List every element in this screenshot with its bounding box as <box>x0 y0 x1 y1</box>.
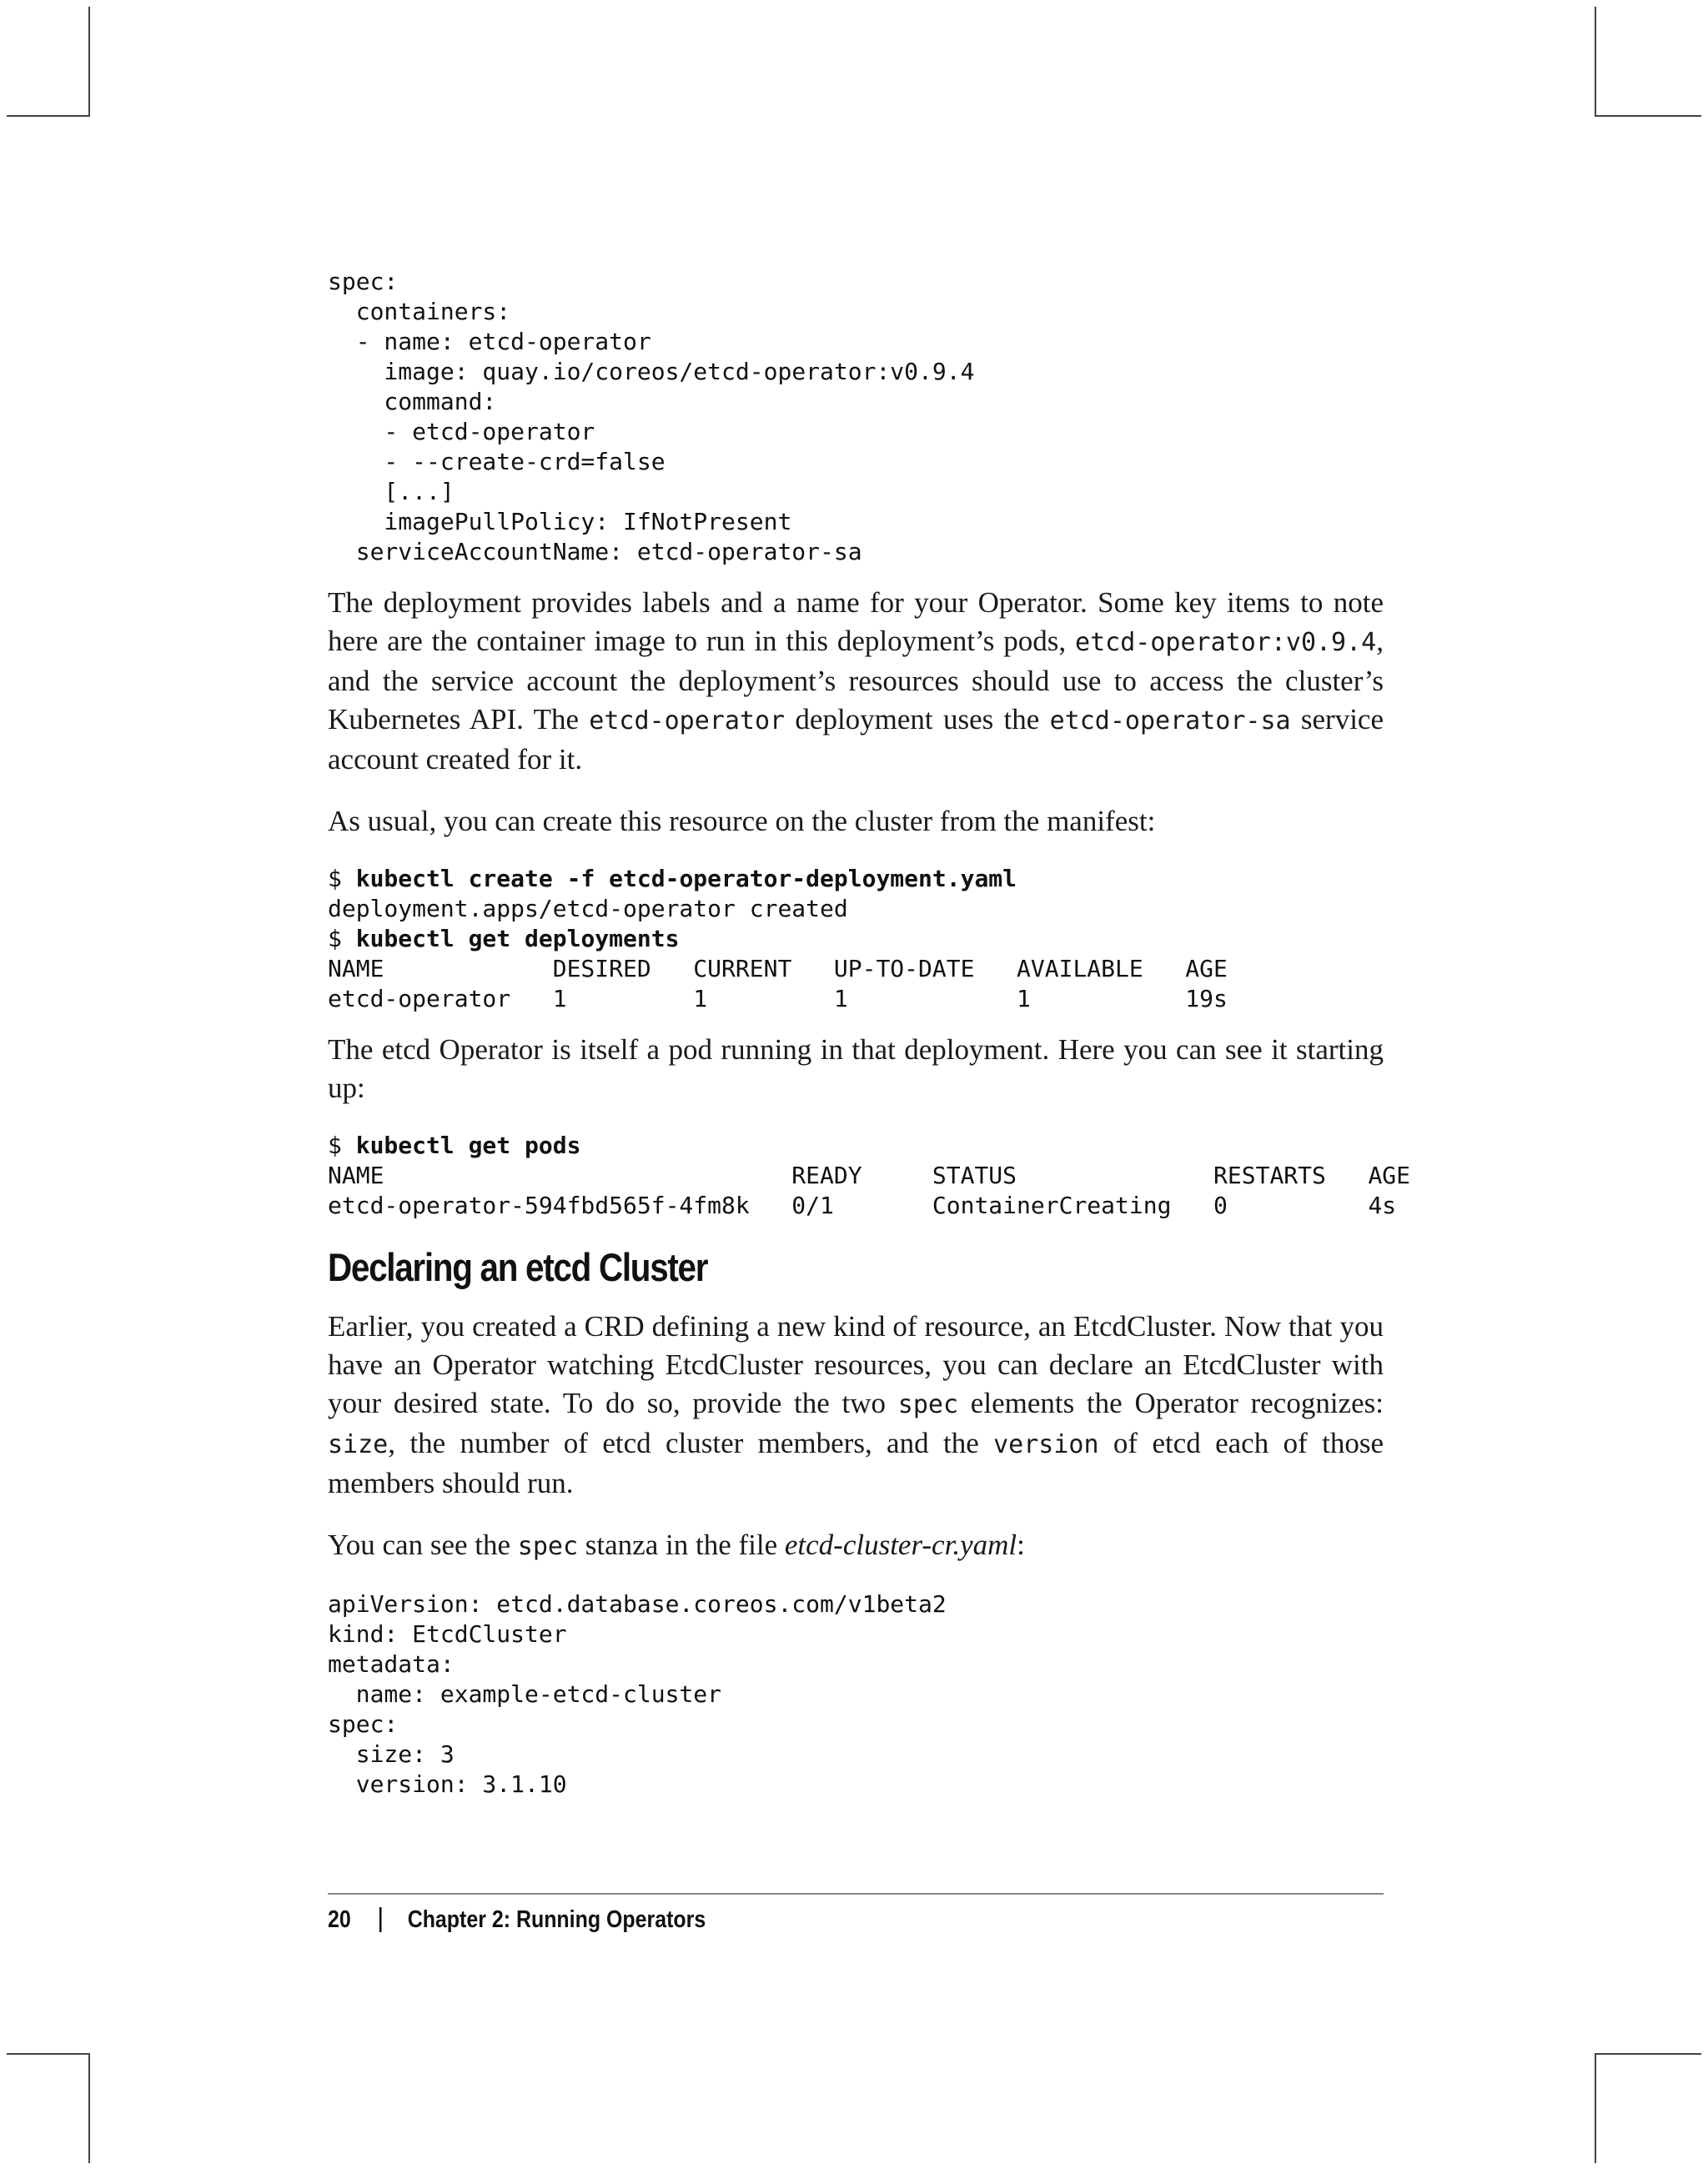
crop-mark <box>7 2053 90 2055</box>
code-line: serviceAccountName: etcd-operator-sa <box>328 538 862 565</box>
code-block-deployment-spec <box>328 267 1384 567</box>
footer-rule <box>328 1893 1384 1895</box>
code-line: kind: EtcdCluster <box>328 1620 567 1648</box>
crop-mark <box>1595 2053 1701 2055</box>
output-header: NAME READY STATUS RESTARTS AGE <box>328 1162 1411 1189</box>
code-line: - --create-crd=false <box>328 448 666 475</box>
code-line: spec: <box>328 1710 399 1738</box>
code-block-kubectl-pods: $ kubectl get pods NAME READY STATUS RESTARTS AGE etcd-operator-594fbd565f-4fm8k 0/1 ContainerCreating 0 4s <box>328 1132 1411 1219</box>
code-line: command: <box>328 388 497 415</box>
chapter-title: Chapter 2: Running Operators <box>407 1906 706 1933</box>
code-line: - etcd-operator <box>328 418 595 445</box>
paragraph-declaring-cluster: Earlier, you created a CRD defining a new kind of resource, an EtcdCluster. Now that you have an Operator watching EtcdCluster resources, you can declare an EtcdCluster with your desired state. To do so, provide the two spec elements the Operator recognizes: size, the number of etcd cluster members, and the version of etcd each of those members should run. <box>328 1310 1384 1499</box>
page-footer <box>328 1903 706 1936</box>
code-line: containers: <box>328 298 511 325</box>
code-line: image: quay.io/coreos/etcd-operator:v0.9.4 <box>328 358 975 385</box>
section-heading: Declaring an etcd Cluster <box>328 1245 708 1289</box>
page-content <box>328 267 1411 1800</box>
code-line: imagePullPolicy: IfNotPresent <box>328 508 792 535</box>
inline-code: size <box>328 1430 389 1459</box>
paragraph-create-resource: As usual, you can create this resource on the cluster from the manifest: <box>328 805 1156 837</box>
code-line: [...] <box>328 478 455 505</box>
output-header: NAME DESIRED CURRENT UP-TO-DATE AVAILABLE AGE <box>328 955 1228 982</box>
crop-mark <box>88 7 90 117</box>
inline-code: etcd-operator <box>589 706 786 736</box>
command: kubectl create -f etcd-operator-deployment.yaml <box>355 865 1017 892</box>
code-line: name: example-etcd-cluster <box>328 1680 722 1708</box>
page-number: 20 <box>328 1906 351 1933</box>
output-line: deployment.apps/etcd-operator created <box>328 895 848 922</box>
output-row: etcd-operator 1 1 1 1 19s <box>328 985 1228 1012</box>
code-block-kubectl-deployments: $ kubectl create -f etcd-operator-deployment.yaml deployment.apps/etcd-operator created $ kubectl get deployments NAME DESIRED CURRENT UP-TO-DATE AVAILABLE AGE etcd-operator 1 1 1 1 19s <box>328 865 1228 1012</box>
inline-code: version <box>993 1430 1099 1459</box>
code-line: version: 3.1.10 <box>328 1770 567 1798</box>
output-row: etcd-operator-594fbd565f-4fm8k 0/1 ContainerCreating 0 4s <box>328 1192 1397 1219</box>
inline-code: etcd-operator:v0.9.4 <box>1075 628 1377 657</box>
inline-code: etcd-operator-sa <box>1049 706 1291 736</box>
crop-mark <box>1595 7 1596 117</box>
crop-mark <box>1595 115 1701 117</box>
code-line: - name: etcd-operator <box>328 328 651 355</box>
crop-mark <box>1595 2053 1596 2163</box>
code-line: apiVersion: etcd.database.coreos.com/v1beta2 <box>328 1590 947 1618</box>
paragraph-operator-pod: The etcd Operator is itself a pod running in that deployment. Here you can see it starting up: <box>328 1033 1384 1104</box>
inline-code: spec <box>897 1390 959 1419</box>
file-name: etcd-cluster-cr.yaml <box>784 1529 1017 1561</box>
inline-code: spec <box>517 1532 579 1561</box>
code-line: metadata: <box>328 1650 455 1678</box>
paragraph-spec-stanza: You can see the spec stanza in the file etcd-cluster-cr.yaml: <box>328 1529 1025 1561</box>
code-block-etcd-cluster-cr <box>328 1589 1384 1800</box>
crop-mark <box>7 115 90 117</box>
paragraph-deployment-description: The deployment provides labels and a name for your Operator. Some key items to note here are the container image to run in this deployment’s pods, etcd-operator:v0.9.4, and the service account the deployment’s resources should use to access the cluster’s Kubernetes API. The etcd-operator deployment uses the etcd-operator-sa service account created for it. <box>328 586 1384 776</box>
crop-mark <box>88 2053 90 2163</box>
command: kubectl get deployments <box>355 925 680 952</box>
command: kubectl get pods <box>355 1132 581 1159</box>
code-line: spec: <box>328 268 399 295</box>
code-line: size: 3 <box>328 1740 455 1768</box>
footer-separator <box>379 1907 382 1932</box>
